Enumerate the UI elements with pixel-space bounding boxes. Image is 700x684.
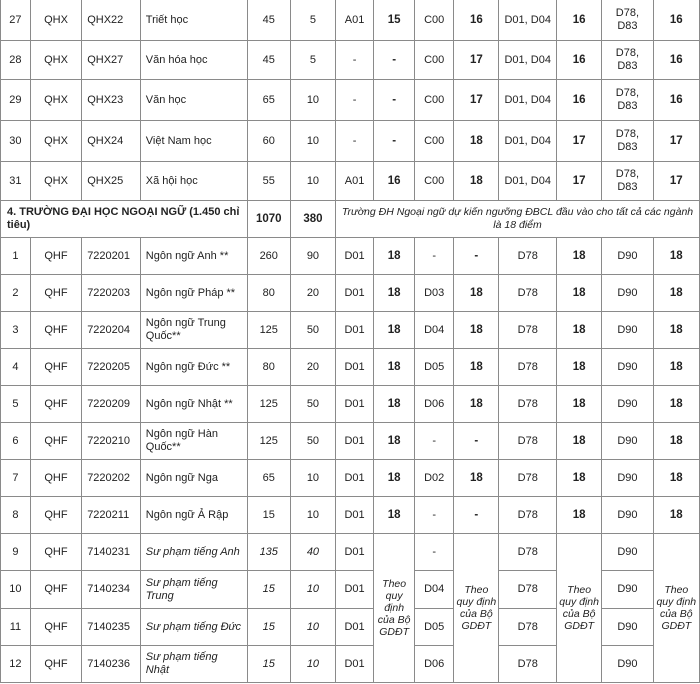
quota-other-cell: 10: [290, 646, 335, 683]
school-code-cell: QHX: [30, 0, 81, 41]
score-3-cell: 18: [557, 312, 602, 349]
score-2-cell: 18: [454, 121, 499, 162]
quota-other-cell: 20: [290, 349, 335, 386]
school-code-cell: QHF: [30, 571, 81, 609]
table-row: [1, 460, 700, 497]
major-name-cell: Văn học: [140, 80, 247, 121]
quota-other-cell: 10: [290, 162, 335, 201]
major-name-cell: Ngôn ngữ Trung Quốc**: [140, 312, 247, 349]
combo-1-cell: D01: [336, 534, 374, 571]
combo-4-cell: D90: [602, 497, 653, 534]
quota-other-cell: 50: [290, 423, 335, 460]
school-code-cell: QHX: [30, 41, 81, 80]
major-code-cell: QHX23: [82, 80, 141, 121]
major-code-cell: 7220201: [82, 238, 141, 275]
score-2-cell: 18: [454, 162, 499, 201]
school-code-cell: QHF: [30, 609, 81, 646]
score-3-cell: 18: [557, 238, 602, 275]
score-3-cell: 18: [557, 497, 602, 534]
combo-4-cell: D90: [602, 609, 653, 646]
major-name-cell: Sư phạm tiếng Nhật: [140, 646, 247, 683]
combo-1-cell: -: [336, 41, 374, 80]
combo-2-cell: C00: [415, 162, 454, 201]
stt-cell: 9: [1, 534, 31, 571]
quota-cell: 65: [247, 80, 290, 121]
table-row: [1, 349, 700, 386]
school-code-cell: QHX: [30, 121, 81, 162]
quota-cell: 135: [247, 534, 290, 571]
combo-2-cell: -: [415, 423, 454, 460]
score-1-cell: -: [374, 121, 415, 162]
score-4-cell: 16: [653, 41, 699, 80]
major-code-cell: 7220209: [82, 386, 141, 423]
quota-other-cell: 20: [290, 275, 335, 312]
school-code-cell: QHF: [30, 423, 81, 460]
school-code-cell: QHF: [30, 646, 81, 683]
quota-cell: 15: [247, 646, 290, 683]
major-name-cell: Việt Nam học: [140, 121, 247, 162]
table-row: [1, 534, 700, 571]
stt-cell: 31: [1, 162, 31, 201]
stt-cell: 10: [1, 571, 31, 609]
combo-3-cell: D78: [499, 312, 557, 349]
combo-1-cell: D01: [336, 609, 374, 646]
combo-2-cell: D05: [415, 609, 454, 646]
score-4-cell: 16: [653, 0, 699, 41]
section-total-1: 1070: [247, 201, 290, 238]
stt-cell: 5: [1, 386, 31, 423]
combo-4-cell: D78, D83: [602, 41, 653, 80]
score-1-cell: 16: [374, 162, 415, 201]
stt-cell: 1: [1, 238, 31, 275]
combo-1-cell: D01: [336, 571, 374, 609]
score-1-cell: 18: [374, 460, 415, 497]
major-name-cell: Ngôn ngữ Ả Rập: [140, 497, 247, 534]
combo-2-cell: -: [415, 238, 454, 275]
quota-other-cell: 10: [290, 609, 335, 646]
quota-cell: 125: [247, 312, 290, 349]
quota-cell: 80: [247, 349, 290, 386]
combo-3-cell: D78: [499, 349, 557, 386]
combo-4-cell: D90: [602, 534, 653, 571]
combo-4-cell: D78, D83: [602, 162, 653, 201]
major-name-cell: Triết học: [140, 0, 247, 41]
score-1-cell: -: [374, 41, 415, 80]
school-code-cell: QHF: [30, 349, 81, 386]
score-3-cell: 16: [557, 80, 602, 121]
major-name-cell: Ngôn ngữ Anh **: [140, 238, 247, 275]
table-row: [1, 121, 700, 162]
section-total-2: 380: [290, 201, 335, 238]
quota-other-cell: 90: [290, 238, 335, 275]
combo-3-cell: D01, D04: [499, 121, 557, 162]
score-2-cell: 18: [454, 312, 499, 349]
quota-other-cell: 50: [290, 386, 335, 423]
combo-4-cell: D90: [602, 312, 653, 349]
quota-cell: 15: [247, 571, 290, 609]
score-1-cell: 18: [374, 238, 415, 275]
score-1-cell: 18: [374, 349, 415, 386]
quota-cell: 65: [247, 460, 290, 497]
combo-2-cell: D05: [415, 349, 454, 386]
score-3-cell: 18: [557, 460, 602, 497]
score-4-cell: 17: [653, 121, 699, 162]
stt-cell: 28: [1, 41, 31, 80]
combo-1-cell: D01: [336, 497, 374, 534]
combo-3-cell: D01, D04: [499, 162, 557, 201]
quota-cell: 80: [247, 275, 290, 312]
quota-other-cell: 10: [290, 121, 335, 162]
combo-2-cell: C00: [415, 121, 454, 162]
quota-cell: 60: [247, 121, 290, 162]
quota-cell: 15: [247, 497, 290, 534]
score-2-cell: -: [454, 497, 499, 534]
quota-other-cell: 10: [290, 497, 335, 534]
combo-4-cell: D90: [602, 571, 653, 609]
stt-cell: 3: [1, 312, 31, 349]
combo-2-cell: C00: [415, 0, 454, 41]
score-1-cell: -: [374, 80, 415, 121]
combo-2-cell: -: [415, 497, 454, 534]
major-name-cell: Văn hóa học: [140, 41, 247, 80]
section-note: Trường ĐH Ngoại ngữ dự kiến ngưỡng ĐBCL đầu vào cho tất cả các ngành là 18 điểm: [336, 201, 700, 238]
combo-2-cell: D06: [415, 386, 454, 423]
stt-cell: 27: [1, 0, 31, 41]
score-2-cell: -: [454, 423, 499, 460]
school-code-cell: QHF: [30, 460, 81, 497]
major-code-cell: 7140234: [82, 571, 141, 609]
theo-note-4: Theo quy định của Bộ GDĐT: [653, 534, 699, 683]
quota-other-cell: 10: [290, 571, 335, 609]
major-name-cell: Ngôn ngữ Nhật **: [140, 386, 247, 423]
major-name-cell: Ngôn ngữ Pháp **: [140, 275, 247, 312]
combo-2-cell: D02: [415, 460, 454, 497]
section-header-row: [1, 201, 700, 238]
combo-4-cell: D78, D83: [602, 121, 653, 162]
stt-cell: 2: [1, 275, 31, 312]
table-row: [1, 497, 700, 534]
major-name-cell: Sư phạm tiếng Anh: [140, 534, 247, 571]
score-1-cell: 18: [374, 423, 415, 460]
combo-3-cell: D78: [499, 497, 557, 534]
combo-3-cell: D78: [499, 571, 557, 609]
table-row: [1, 0, 700, 41]
score-4-cell: 18: [653, 386, 699, 423]
major-code-cell: 7220203: [82, 275, 141, 312]
stt-cell: 4: [1, 349, 31, 386]
major-name-cell: Ngôn ngữ Đức **: [140, 349, 247, 386]
score-2-cell: -: [454, 238, 499, 275]
quota-cell: 55: [247, 162, 290, 201]
combo-3-cell: D78: [499, 460, 557, 497]
score-4-cell: 18: [653, 349, 699, 386]
combo-1-cell: D01: [336, 386, 374, 423]
combo-4-cell: D90: [602, 238, 653, 275]
combo-1-cell: -: [336, 80, 374, 121]
theo-note-2: Theo quy định của Bộ GDĐT: [454, 534, 499, 683]
combo-3-cell: D01, D04: [499, 41, 557, 80]
score-3-cell: 18: [557, 386, 602, 423]
combo-1-cell: D01: [336, 349, 374, 386]
score-4-cell: 18: [653, 460, 699, 497]
combo-4-cell: D90: [602, 460, 653, 497]
major-name-cell: Ngôn ngữ Nga: [140, 460, 247, 497]
quota-other-cell: 40: [290, 534, 335, 571]
table-row: [1, 386, 700, 423]
combo-4-cell: D90: [602, 275, 653, 312]
major-name-cell: Xã hội học: [140, 162, 247, 201]
table-row: [1, 80, 700, 121]
major-code-cell: 7220205: [82, 349, 141, 386]
score-2-cell: 16: [454, 0, 499, 41]
combo-2-cell: -: [415, 534, 454, 571]
table-row: [1, 423, 700, 460]
score-2-cell: 18: [454, 386, 499, 423]
score-3-cell: 16: [557, 0, 602, 41]
quota-other-cell: 10: [290, 80, 335, 121]
stt-cell: 8: [1, 497, 31, 534]
quota-other-cell: 5: [290, 41, 335, 80]
table-row: [1, 275, 700, 312]
combo-3-cell: D78: [499, 386, 557, 423]
stt-cell: 11: [1, 609, 31, 646]
score-3-cell: 18: [557, 275, 602, 312]
quota-cell: 45: [247, 41, 290, 80]
combo-3-cell: D78: [499, 238, 557, 275]
combo-1-cell: D01: [336, 275, 374, 312]
score-4-cell: 18: [653, 497, 699, 534]
school-code-cell: QHF: [30, 275, 81, 312]
combo-1-cell: A01: [336, 0, 374, 41]
quota-cell: 125: [247, 386, 290, 423]
score-1-cell: 18: [374, 386, 415, 423]
table-row: [1, 162, 700, 201]
combo-2-cell: D04: [415, 571, 454, 609]
combo-4-cell: D78, D83: [602, 0, 653, 41]
major-code-cell: 7140236: [82, 646, 141, 683]
major-code-cell: 7220211: [82, 497, 141, 534]
score-2-cell: 18: [454, 275, 499, 312]
score-3-cell: 18: [557, 349, 602, 386]
major-code-cell: QHX22: [82, 0, 141, 41]
quota-other-cell: 10: [290, 460, 335, 497]
combo-3-cell: D78: [499, 534, 557, 571]
combo-3-cell: D78: [499, 423, 557, 460]
score-3-cell: 16: [557, 41, 602, 80]
stt-cell: 29: [1, 80, 31, 121]
school-code-cell: QHX: [30, 162, 81, 201]
major-code-cell: 7220204: [82, 312, 141, 349]
score-4-cell: 16: [653, 80, 699, 121]
major-name-cell: Sư phạm tiếng Trung: [140, 571, 247, 609]
combo-3-cell: D78: [499, 609, 557, 646]
score-1-cell: 18: [374, 275, 415, 312]
school-code-cell: QHF: [30, 497, 81, 534]
stt-cell: 12: [1, 646, 31, 683]
table-row: [1, 312, 700, 349]
combo-2-cell: C00: [415, 41, 454, 80]
score-2-cell: 17: [454, 41, 499, 80]
combo-2-cell: D03: [415, 275, 454, 312]
school-code-cell: QHF: [30, 238, 81, 275]
major-name-cell: Ngôn ngữ Hàn Quốc**: [140, 423, 247, 460]
combo-1-cell: D01: [336, 460, 374, 497]
score-4-cell: 17: [653, 162, 699, 201]
major-code-cell: 7220210: [82, 423, 141, 460]
score-3-cell: 18: [557, 423, 602, 460]
combo-4-cell: D90: [602, 423, 653, 460]
stt-cell: 6: [1, 423, 31, 460]
quota-other-cell: 50: [290, 312, 335, 349]
score-4-cell: 18: [653, 238, 699, 275]
combo-4-cell: D90: [602, 349, 653, 386]
major-code-cell: QHX24: [82, 121, 141, 162]
score-1-cell: 15: [374, 0, 415, 41]
combo-4-cell: D78, D83: [602, 80, 653, 121]
combo-2-cell: C00: [415, 80, 454, 121]
combo-1-cell: -: [336, 121, 374, 162]
stt-cell: 30: [1, 121, 31, 162]
section-title: 4. TRƯỜNG ĐẠI HỌC NGOẠI NGỮ (1.450 chỉ tiêu): [1, 201, 248, 238]
combo-3-cell: D01, D04: [499, 80, 557, 121]
school-code-cell: QHF: [30, 312, 81, 349]
score-4-cell: 18: [653, 423, 699, 460]
score-1-cell: 18: [374, 497, 415, 534]
combo-1-cell: A01: [336, 162, 374, 201]
score-4-cell: 18: [653, 312, 699, 349]
combo-4-cell: D90: [602, 386, 653, 423]
combo-2-cell: D04: [415, 312, 454, 349]
score-2-cell: 18: [454, 460, 499, 497]
stt-cell: 7: [1, 460, 31, 497]
score-3-cell: 17: [557, 162, 602, 201]
combo-4-cell: D90: [602, 646, 653, 683]
quota-cell: 125: [247, 423, 290, 460]
table-row: [1, 238, 700, 275]
quota-other-cell: 5: [290, 0, 335, 41]
major-code-cell: QHX25: [82, 162, 141, 201]
major-code-cell: 7140231: [82, 534, 141, 571]
combo-2-cell: D06: [415, 646, 454, 683]
score-2-cell: 18: [454, 349, 499, 386]
major-code-cell: 7140235: [82, 609, 141, 646]
combo-3-cell: D01, D04: [499, 0, 557, 41]
quota-cell: 260: [247, 238, 290, 275]
theo-note-1: Theo quy định của Bộ GDĐT: [374, 534, 415, 683]
quota-cell: 45: [247, 0, 290, 41]
combo-3-cell: D78: [499, 646, 557, 683]
quota-cell: 15: [247, 609, 290, 646]
score-3-cell: 17: [557, 121, 602, 162]
score-4-cell: 18: [653, 275, 699, 312]
school-code-cell: QHF: [30, 534, 81, 571]
combo-1-cell: D01: [336, 646, 374, 683]
theo-note-3: Theo quy định của Bộ GDĐT: [557, 534, 602, 683]
major-code-cell: QHX27: [82, 41, 141, 80]
score-2-cell: 17: [454, 80, 499, 121]
school-code-cell: QHF: [30, 386, 81, 423]
combo-1-cell: D01: [336, 238, 374, 275]
combo-3-cell: D78: [499, 275, 557, 312]
combo-1-cell: D01: [336, 423, 374, 460]
major-name-cell: Sư phạm tiếng Đức: [140, 609, 247, 646]
school-code-cell: QHX: [30, 80, 81, 121]
major-code-cell: 7220202: [82, 460, 141, 497]
table-row: [1, 41, 700, 80]
combo-1-cell: D01: [336, 312, 374, 349]
score-1-cell: 18: [374, 312, 415, 349]
